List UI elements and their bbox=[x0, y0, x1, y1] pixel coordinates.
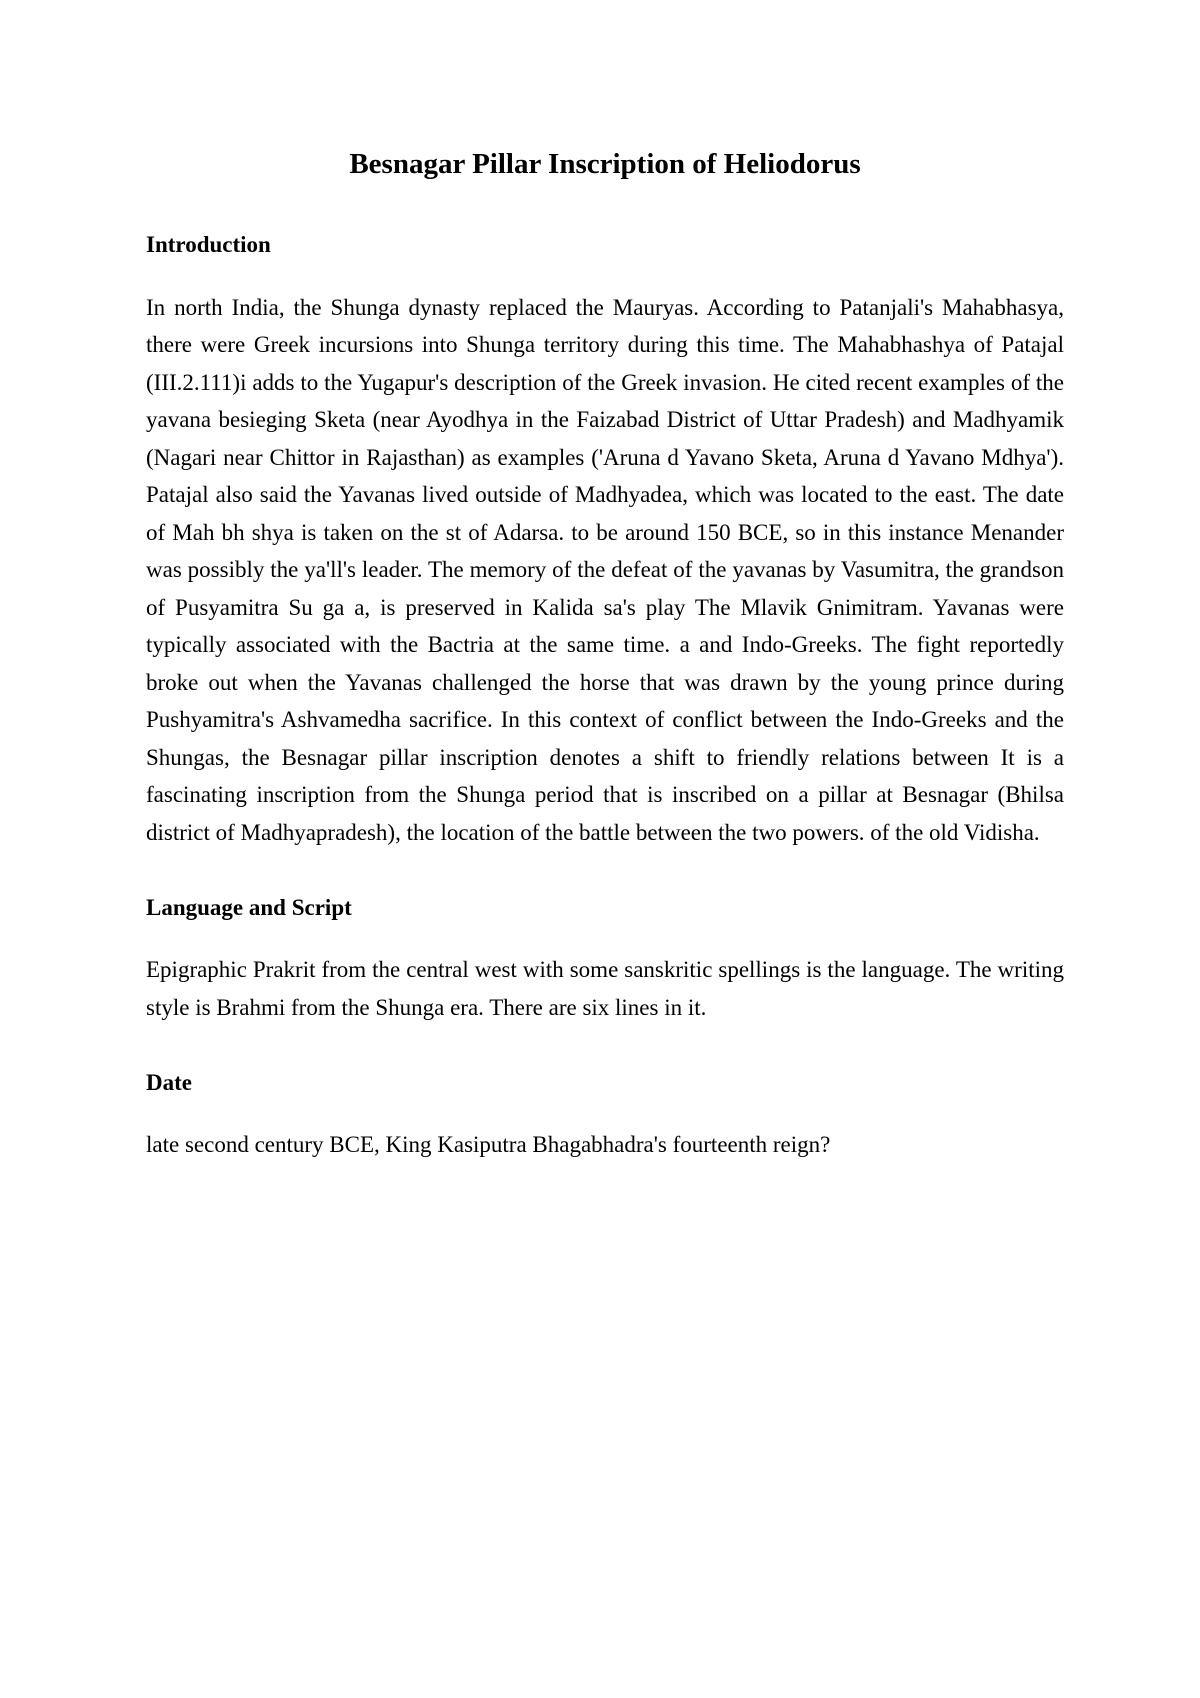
section-heading-date: Date bbox=[146, 1069, 192, 1095]
section-heading-introduction: Introduction bbox=[146, 232, 271, 257]
section-body-date: late second century BCE, King Kasiputra Bhagabhadra's fourteenth reign? bbox=[146, 1132, 831, 1157]
section-body-introduction: In north India, the Shunga dynasty replaced the Mauryas. According to Patanjali's Mahabhasya, there were Greek incursions into Shunga territory during this time. The Mahabhashya of Patajal (III.2.111)i adds to the Yugapur's description of the Greek invasion. He cited recent examples of the yavana besieging Sketa (near Ayodhya in the Faizabad District of Uttar Pradesh) and Madhyamik (Nagari near Chittor in Rajasthan) as examples ('Aruna d Yavano Sketa, Aruna d Yavano Mdhya'). Patajal also said the Yavanas lived outside of Madhyadea, which was located to the east. The date of Mah bh shya is taken on the st of Adarsa. to be around 150 BCE, so in this instance Menander was possibly the ya'll's leader. The memory of the defeat of the yavanas by Vasumitra, the grandson of Pusyamitra Su ga a, is preserved in Kalida sa's play The Mlavik Gnimitram. Yavanas were typically associated with the Bactria at the same time. a and Indo-Greeks. The fight reportedly broke out when the Yavanas challenged the horse that was drawn by the young prince during Pushyamitra's Ashvamedha sacrifice. In this context of conflict between the Indo-Greeks and the Shungas, the Besnagar pillar inscription denotes a shift to friendly relations between It is a fascinating inscription from the Shunga period that is inscribed on a pillar at Besnagar (Bhilsa district of Madhyapradesh), the location of the battle between the two powers. of the old Vidisha. bbox=[146, 294, 1064, 845]
section-body-language-and-script: Epigraphic Prakrit from the central west with some sanskritic spellings is the language. The writing style is Brahmi from the Shunga era. There are six lines in it. bbox=[146, 957, 1064, 1020]
section-heading-language-and-script: Language and Script bbox=[146, 894, 352, 920]
document-content bbox=[146, 142, 1064, 1164]
document-title: Besnagar Pillar Inscription of Heliodorus bbox=[349, 148, 861, 180]
